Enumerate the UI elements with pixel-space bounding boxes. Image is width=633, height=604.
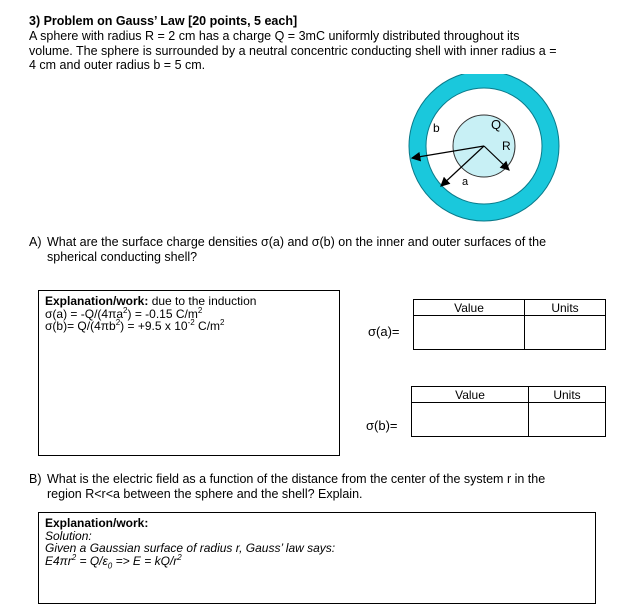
sigma-b-label: σ(b)= bbox=[366, 418, 398, 433]
question-b-label: B) bbox=[29, 472, 42, 486]
shell-diagram bbox=[402, 74, 562, 234]
label-R: R bbox=[502, 139, 511, 153]
sigma-a-units-header: Units bbox=[525, 300, 606, 316]
intro-line-1: A sphere with radius R = 2 cm has a charge Q = 3mC uniformly distributed throughout its bbox=[29, 29, 520, 43]
sigma-a-expression: $\sigma(a) = -Q/(4\pi a^2) = -0.15$ $C/m^2$ bbox=[45, 305, 203, 321]
question-a bbox=[29, 235, 609, 265]
label-a: a bbox=[462, 176, 469, 188]
sigma-b-answer-table bbox=[411, 386, 606, 437]
question-a-line-1: What are the surface charge densities σ(a) and σ(b) on the inner and outer surfaces of the bbox=[47, 235, 547, 249]
gauss-equation: $E4\pi r^2 = Q/\varepsilon_0 => E = kQ/r^2$ bbox=[45, 552, 182, 570]
question-b bbox=[29, 472, 619, 502]
problem-title: 3) Problem on Gauss’ Law [20 points, 5 each] bbox=[29, 14, 298, 28]
work-box-b[interactable] bbox=[38, 512, 596, 604]
work-heading-a-rest: due to the induction bbox=[148, 294, 257, 308]
sigma-b-value-header: Value bbox=[412, 387, 529, 403]
work-heading-b: Explanation/work: bbox=[45, 516, 149, 530]
sigma-b-units-header: Units bbox=[529, 387, 606, 403]
sigma-a-value-header: Value bbox=[414, 300, 525, 316]
sigma-b-value-cell[interactable] bbox=[412, 403, 529, 437]
label-b: b bbox=[433, 121, 440, 135]
question-a-line-2: spherical conducting shell? bbox=[47, 250, 198, 264]
intro-line-2: volume. The sphere is surrounded by a neutral concentric conducting shell with inner radius a = bbox=[29, 43, 557, 58]
question-b-line-2: region R<r<a between the sphere and the shell? Explain. bbox=[47, 487, 363, 501]
gauss-text: Given a Gaussian surface of radius r, Gauss’ law says: bbox=[45, 541, 336, 555]
sigma-b-expression: $\sigma(b)= Q/(4\pi b^2) = +9.5$ x $10^{-2}$ $C/m^2$ bbox=[45, 318, 225, 333]
sigma-b-units-cell[interactable] bbox=[529, 403, 606, 437]
sigma-a-value-cell[interactable] bbox=[414, 316, 525, 350]
question-b-line-1: What is the electric field as a function of the distance from the center of the system r in the bbox=[47, 472, 546, 486]
problem-intro bbox=[29, 29, 609, 73]
intro-line-3: 4 cm and outer radius b = 5 cm. bbox=[29, 58, 206, 72]
sigma-a-answer-table bbox=[413, 299, 606, 350]
solution-label: Solution: bbox=[45, 528, 92, 543]
sigma-a-units-cell[interactable] bbox=[525, 316, 606, 350]
sigma-a-label: σ(a)= bbox=[368, 324, 400, 339]
work-heading-a: Explanation/work: bbox=[45, 294, 149, 308]
question-a-label: A) bbox=[29, 235, 42, 249]
work-box-a[interactable] bbox=[38, 290, 340, 456]
label-Q: Q bbox=[491, 117, 502, 132]
